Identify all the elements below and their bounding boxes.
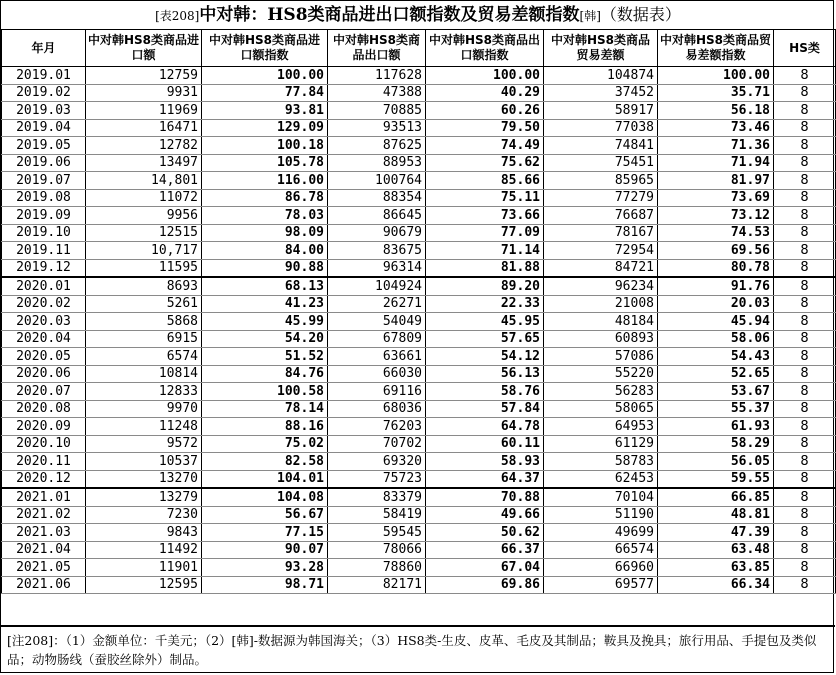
cell-export-index: 66.37 [426,541,544,559]
cell-hs: 8 [774,383,836,401]
cell-export-value: 88354 [328,189,426,207]
cell-import-value: 11248 [86,418,202,436]
cell-hs: 8 [774,189,836,207]
cell-export-value: 93513 [328,119,426,137]
cell-export-index: 81.88 [426,259,544,277]
cell-trade-balance: 60893 [544,330,658,348]
table-row [2,207,836,225]
cell-import-value: 12833 [86,383,202,401]
cell-import-value: 11492 [86,541,202,559]
table-number: [表208] [155,9,200,23]
table-row [2,453,836,471]
table-row [2,259,836,277]
cell-hs: 8 [774,506,836,524]
cell-month: 2020.10 [2,435,86,453]
cell-balance-index: 71.94 [658,154,774,172]
table-row [2,348,836,366]
table-row [2,313,836,331]
cell-balance-index: 91.76 [658,277,774,295]
cell-hs: 8 [774,365,836,383]
cell-import-value: 9572 [86,435,202,453]
cell-hs: 8 [774,154,836,172]
cell-import-value: 13270 [86,470,202,488]
cell-export-value: 76203 [328,418,426,436]
cell-trade-balance: 74841 [544,137,658,155]
cell-import-index: 116.00 [202,172,328,190]
table-row [2,400,836,418]
cell-balance-index: 45.94 [658,313,774,331]
cell-balance-index: 58.29 [658,435,774,453]
cell-month: 2020.05 [2,348,86,366]
cell-export-index: 77.09 [426,224,544,242]
cell-import-value: 12759 [86,67,202,85]
cell-import-index: 51.52 [202,348,328,366]
cell-export-index: 69.86 [426,576,544,594]
cell-balance-index: 61.93 [658,418,774,436]
cell-export-value: 47388 [328,84,426,102]
cell-hs: 8 [774,330,836,348]
cell-import-index: 105.78 [202,154,328,172]
cell-export-index: 64.37 [426,470,544,488]
cell-month: 2021.06 [2,576,86,594]
title-text: 中对韩：HS8类商品进出口额指数及贸易差额指数 [199,5,580,25]
cell-balance-index: 55.37 [658,400,774,418]
cell-balance-index: 71.36 [658,137,774,155]
cell-export-index: 74.49 [426,137,544,155]
header-trade-balance: 中对韩HS8类商品贸易差额 [544,30,658,67]
cell-month: 2019.11 [2,242,86,260]
cell-export-index: 73.66 [426,207,544,225]
cell-import-index: 77.15 [202,524,328,542]
header-export-value: 中对韩HS8类商品出口额 [328,30,426,67]
cell-export-index: 75.62 [426,154,544,172]
table-row [2,224,836,242]
table-row [2,541,836,559]
cell-balance-index: 66.85 [658,488,774,506]
table-row [2,506,836,524]
footnote: [注208]：（1）金额单位：千美元；（2）[韩]-数据源为韩国海关；（3）HS8类-生皮、皮革、毛皮及其制品；鞍具及挽具；旅行用品、手提包及类似品；动物肠线（蚕胶丝除外）制品。 [1,625,835,674]
cell-balance-index: 73.46 [658,119,774,137]
table-row [2,189,836,207]
cell-hs: 8 [774,435,836,453]
cell-import-index: 104.01 [202,470,328,488]
cell-month: 2020.12 [2,470,86,488]
cell-hs: 8 [774,224,836,242]
cell-export-value: 59545 [328,524,426,542]
table-row [2,488,836,506]
table-row [2,435,836,453]
cell-export-index: 57.84 [426,400,544,418]
cell-import-index: 45.99 [202,313,328,331]
header-row [2,30,836,67]
cell-export-value: 68036 [328,400,426,418]
cell-month: 2020.01 [2,277,86,295]
cell-month: 2020.04 [2,330,86,348]
cell-month: 2019.07 [2,172,86,190]
cell-export-index: 85.66 [426,172,544,190]
table-row [2,576,836,594]
cell-trade-balance: 76687 [544,207,658,225]
table-row [2,84,836,102]
cell-import-value: 5261 [86,295,202,313]
cell-export-index: 56.13 [426,365,544,383]
cell-import-index: 77.84 [202,84,328,102]
title-suffix: （数据表） [600,5,681,24]
cell-trade-balance: 58783 [544,453,658,471]
cell-hs: 8 [774,172,836,190]
cell-balance-index: 66.34 [658,576,774,594]
cell-trade-balance: 70104 [544,488,658,506]
cell-import-value: 11901 [86,559,202,577]
cell-trade-balance: 58065 [544,400,658,418]
cell-export-value: 96314 [328,259,426,277]
cell-import-value: 7230 [86,506,202,524]
cell-export-index: 54.12 [426,348,544,366]
cell-export-value: 69320 [328,453,426,471]
cell-export-value: 70885 [328,102,426,120]
cell-hs: 8 [774,277,836,295]
cell-export-value: 117628 [328,67,426,85]
cell-import-index: 98.09 [202,224,328,242]
cell-export-index: 40.29 [426,84,544,102]
cell-trade-balance: 56283 [544,383,658,401]
cell-balance-index: 73.12 [658,207,774,225]
cell-export-index: 70.88 [426,488,544,506]
cell-export-index: 49.66 [426,506,544,524]
cell-import-value: 10,717 [86,242,202,260]
table-row [2,383,836,401]
cell-balance-index: 63.85 [658,559,774,577]
cell-export-value: 78860 [328,559,426,577]
cell-import-index: 90.07 [202,541,328,559]
cell-export-value: 88953 [328,154,426,172]
cell-import-value: 10814 [86,365,202,383]
cell-import-value: 13497 [86,154,202,172]
cell-export-value: 86645 [328,207,426,225]
cell-export-index: 50.62 [426,524,544,542]
cell-export-value: 75723 [328,470,426,488]
cell-month: 2021.03 [2,524,86,542]
cell-balance-index: 73.69 [658,189,774,207]
cell-export-index: 100.00 [426,67,544,85]
cell-export-value: 90679 [328,224,426,242]
cell-month: 2019.05 [2,137,86,155]
cell-balance-index: 56.18 [658,102,774,120]
cell-balance-index: 35.71 [658,84,774,102]
cell-export-index: 58.76 [426,383,544,401]
cell-trade-balance: 85965 [544,172,658,190]
table-row [2,277,836,295]
cell-export-index: 57.65 [426,330,544,348]
cell-import-index: 104.08 [202,488,328,506]
header-import-index: 中对韩HS8类商品进口额指数 [202,30,328,67]
data-table [1,29,836,594]
cell-balance-index: 48.81 [658,506,774,524]
cell-export-index: 22.33 [426,295,544,313]
cell-trade-balance: 77279 [544,189,658,207]
table-row [2,137,836,155]
cell-trade-balance: 69577 [544,576,658,594]
cell-export-index: 60.11 [426,435,544,453]
cell-import-value: 5868 [86,313,202,331]
cell-import-value: 9843 [86,524,202,542]
cell-month: 2020.02 [2,295,86,313]
cell-import-value: 11595 [86,259,202,277]
header-hs: HS类 [774,30,836,67]
table-row [2,102,836,120]
cell-export-index: 60.26 [426,102,544,120]
cell-import-index: 100.00 [202,67,328,85]
cell-balance-index: 58.06 [658,330,774,348]
cell-month: 2021.01 [2,488,86,506]
cell-import-index: 93.81 [202,102,328,120]
cell-export-index: 45.95 [426,313,544,331]
header-import-value: 中对韩HS8类商品进口额 [86,30,202,67]
header-month: 年月 [2,30,86,67]
cell-hs: 8 [774,488,836,506]
cell-import-value: 10537 [86,453,202,471]
cell-trade-balance: 75451 [544,154,658,172]
table-row [2,365,836,383]
cell-trade-balance: 55220 [544,365,658,383]
cell-balance-index: 53.67 [658,383,774,401]
cell-export-value: 100764 [328,172,426,190]
cell-balance-index: 47.39 [658,524,774,542]
cell-hs: 8 [774,259,836,277]
cell-hs: 8 [774,453,836,471]
table-row [2,470,836,488]
table-row [2,154,836,172]
cell-export-index: 67.04 [426,559,544,577]
cell-import-index: 68.13 [202,277,328,295]
cell-trade-balance: 57086 [544,348,658,366]
cell-export-value: 66030 [328,365,426,383]
cell-import-value: 9931 [86,84,202,102]
cell-month: 2020.07 [2,383,86,401]
cell-import-value: 8693 [86,277,202,295]
cell-export-value: 104924 [328,277,426,295]
cell-import-index: 93.28 [202,559,328,577]
cell-import-index: 84.00 [202,242,328,260]
cell-export-index: 79.50 [426,119,544,137]
cell-import-index: 78.03 [202,207,328,225]
table-row [2,418,836,436]
cell-import-index: 129.09 [202,119,328,137]
header-balance-index: 中对韩HS8类商品贸易差额指数 [658,30,774,67]
cell-balance-index: 81.97 [658,172,774,190]
cell-import-index: 41.23 [202,295,328,313]
cell-export-value: 26271 [328,295,426,313]
cell-hs: 8 [774,137,836,155]
cell-hs: 8 [774,313,836,331]
cell-import-value: 12515 [86,224,202,242]
cell-balance-index: 80.78 [658,259,774,277]
cell-export-value: 82171 [328,576,426,594]
cell-export-index: 89.20 [426,277,544,295]
cell-import-index: 84.76 [202,365,328,383]
cell-import-value: 9956 [86,207,202,225]
cell-month: 2020.11 [2,453,86,471]
cell-trade-balance: 78167 [544,224,658,242]
cell-month: 2020.08 [2,400,86,418]
cell-hs: 8 [774,348,836,366]
cell-trade-balance: 62453 [544,470,658,488]
cell-import-index: 54.20 [202,330,328,348]
page-title [1,1,835,30]
cell-import-index: 56.67 [202,506,328,524]
cell-hs: 8 [774,242,836,260]
cell-trade-balance: 37452 [544,84,658,102]
cell-balance-index: 20.03 [658,295,774,313]
cell-trade-balance: 61129 [544,435,658,453]
cell-export-index: 64.78 [426,418,544,436]
cell-month: 2019.02 [2,84,86,102]
cell-trade-balance: 77038 [544,119,658,137]
cell-trade-balance: 66574 [544,541,658,559]
cell-export-value: 87625 [328,137,426,155]
cell-export-value: 70702 [328,435,426,453]
cell-hs: 8 [774,524,836,542]
table-row [2,119,836,137]
table-row [2,67,836,85]
cell-month: 2021.05 [2,559,86,577]
cell-export-index: 71.14 [426,242,544,260]
cell-month: 2019.09 [2,207,86,225]
cell-import-index: 88.16 [202,418,328,436]
table-body [2,67,836,594]
cell-import-index: 100.18 [202,137,328,155]
cell-hs: 8 [774,576,836,594]
table-row [2,172,836,190]
cell-month: 2020.06 [2,365,86,383]
table-row [2,242,836,260]
cell-month: 2019.08 [2,189,86,207]
cell-month: 2019.12 [2,259,86,277]
cell-balance-index: 56.05 [658,453,774,471]
cell-trade-balance: 84721 [544,259,658,277]
cell-month: 2021.04 [2,541,86,559]
cell-balance-index: 100.00 [658,67,774,85]
cell-balance-index: 52.65 [658,365,774,383]
cell-hs: 8 [774,295,836,313]
cell-import-value: 11969 [86,102,202,120]
cell-trade-balance: 64953 [544,418,658,436]
cell-import-value: 11072 [86,189,202,207]
cell-export-index: 58.93 [426,453,544,471]
cell-import-index: 90.88 [202,259,328,277]
cell-export-value: 78066 [328,541,426,559]
cell-trade-balance: 72954 [544,242,658,260]
cell-import-value: 14,801 [86,172,202,190]
country-tag: [韩] [579,9,601,23]
cell-month: 2019.04 [2,119,86,137]
cell-trade-balance: 96234 [544,277,658,295]
cell-trade-balance: 49699 [544,524,658,542]
cell-import-value: 12782 [86,137,202,155]
cell-month: 2020.09 [2,418,86,436]
cell-export-value: 69116 [328,383,426,401]
cell-hs: 8 [774,84,836,102]
cell-import-value: 9970 [86,400,202,418]
cell-hs: 8 [774,541,836,559]
cell-hs: 8 [774,559,836,577]
cell-balance-index: 59.55 [658,470,774,488]
cell-export-value: 83379 [328,488,426,506]
cell-import-value: 13279 [86,488,202,506]
header-export-index: 中对韩HS8类商品出口额指数 [426,30,544,67]
cell-export-value: 63661 [328,348,426,366]
cell-trade-balance: 58917 [544,102,658,120]
cell-balance-index: 54.43 [658,348,774,366]
cell-export-value: 67809 [328,330,426,348]
table-row [2,524,836,542]
cell-month: 2019.06 [2,154,86,172]
cell-hs: 8 [774,418,836,436]
cell-import-value: 16471 [86,119,202,137]
cell-import-value: 6574 [86,348,202,366]
table-row [2,559,836,577]
cell-balance-index: 74.53 [658,224,774,242]
cell-import-index: 100.58 [202,383,328,401]
cell-month: 2021.02 [2,506,86,524]
cell-month: 2019.01 [2,67,86,85]
cell-hs: 8 [774,67,836,85]
cell-export-value: 58419 [328,506,426,524]
cell-trade-balance: 104874 [544,67,658,85]
cell-hs: 8 [774,119,836,137]
cell-import-index: 78.14 [202,400,328,418]
cell-trade-balance: 66960 [544,559,658,577]
cell-trade-balance: 51190 [544,506,658,524]
table-row [2,330,836,348]
cell-export-index: 75.11 [426,189,544,207]
cell-import-value: 6915 [86,330,202,348]
cell-hs: 8 [774,207,836,225]
cell-month: 2019.10 [2,224,86,242]
cell-hs: 8 [774,470,836,488]
cell-trade-balance: 21008 [544,295,658,313]
cell-balance-index: 69.56 [658,242,774,260]
table-row [2,295,836,313]
cell-export-value: 83675 [328,242,426,260]
cell-hs: 8 [774,102,836,120]
cell-balance-index: 63.48 [658,541,774,559]
cell-import-index: 86.78 [202,189,328,207]
cell-month: 2020.03 [2,313,86,331]
cell-hs: 8 [774,400,836,418]
cell-import-index: 75.02 [202,435,328,453]
cell-import-index: 82.58 [202,453,328,471]
cell-import-value: 12595 [86,576,202,594]
cell-import-index: 98.71 [202,576,328,594]
cell-trade-balance: 48184 [544,313,658,331]
cell-export-value: 54049 [328,313,426,331]
cell-month: 2019.03 [2,102,86,120]
